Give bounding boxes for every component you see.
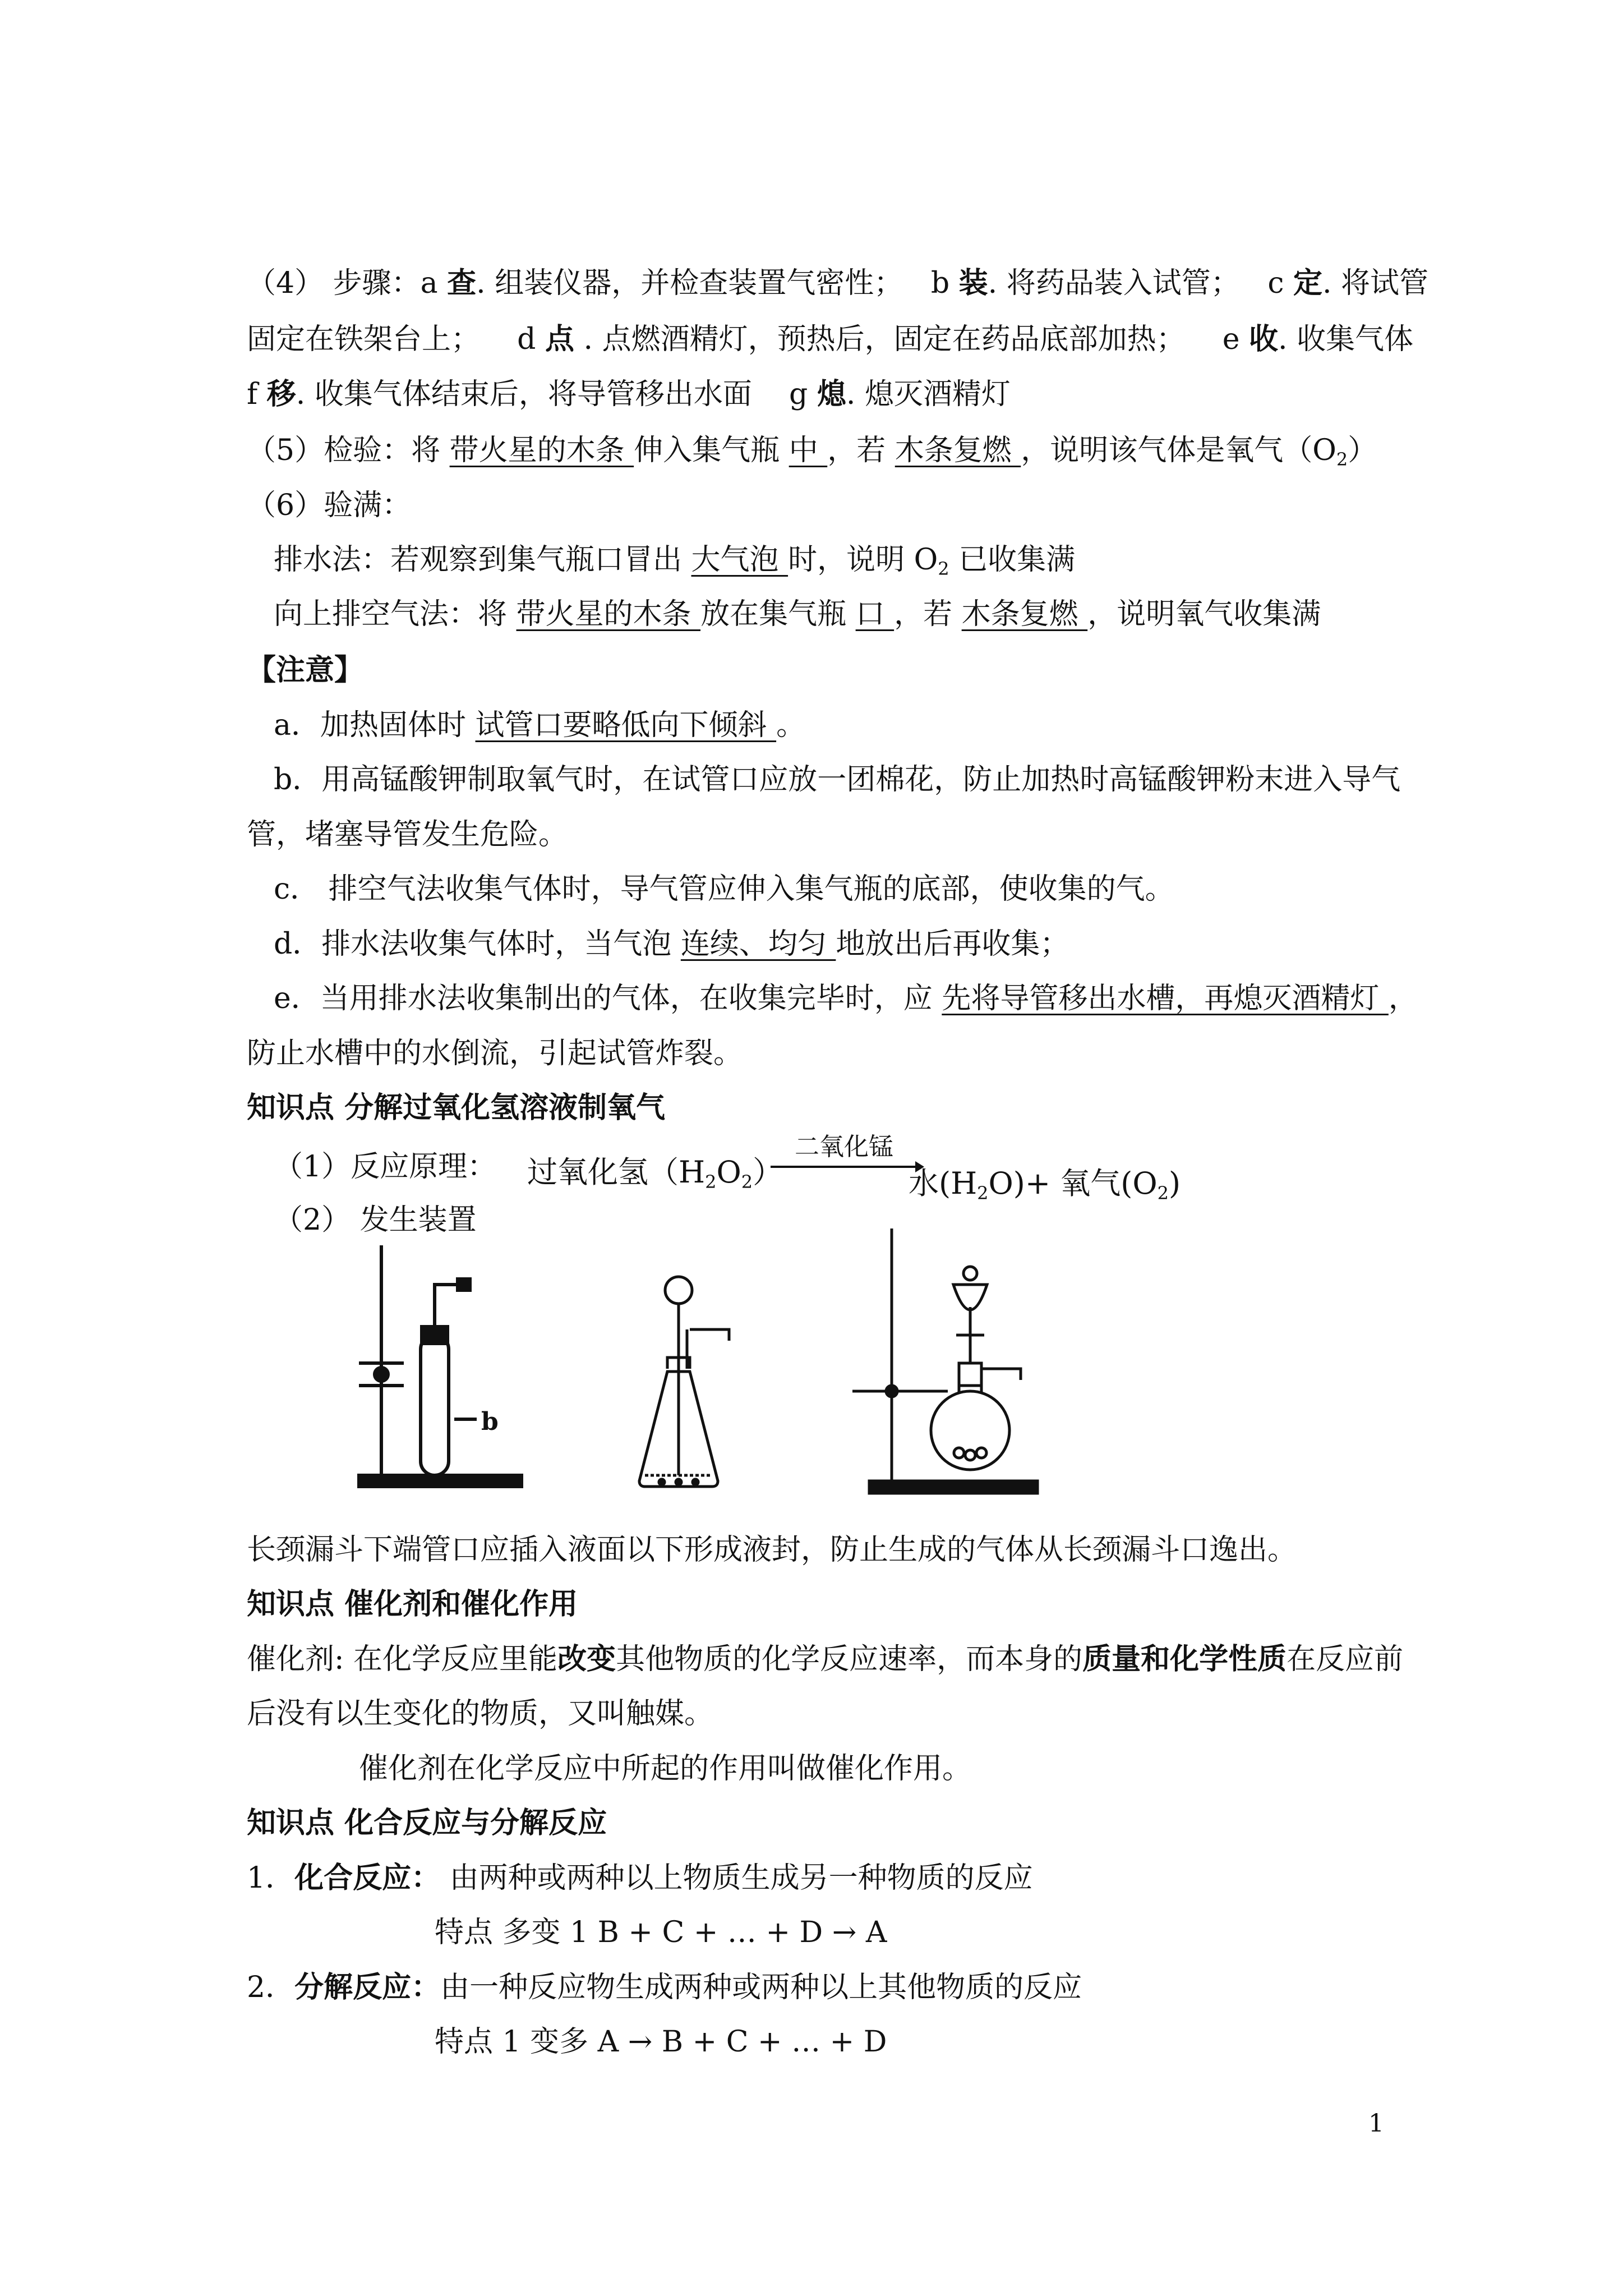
reaction-catalyst: 二氧化锰	[795, 1133, 893, 1161]
separatory-funnel-apparatus	[841, 1223, 1054, 1503]
reaction-arrow-icon	[768, 1156, 925, 1178]
steps-line-3: f 移. 收集气体结束后，将导管移出水面 g 熄. 熄灭酒精灯	[247, 377, 1011, 411]
section-reactions-title: 知识点 化合反应与分解反应	[247, 1806, 607, 1840]
apparatus-b-label: b	[481, 1407, 499, 1436]
reaction-reactant: 过氧化氢$(H_2O_2)$	[527, 1154, 783, 1193]
decomposition-feature: 特点 1 变多 A → B + C + … + D	[435, 2025, 887, 2059]
note-b-line-1: b．用高锰酸钾制取氧气时，在试管口应放一团棉花，防止加热时高锰酸钾粉末进入导气	[274, 763, 1401, 797]
catalyst-line-1: 催化剂: 在化学反应里能改变其他物质的化学反应速率，而本身的质量和化学性质在反应前	[247, 1642, 1404, 1676]
apparatus-label: （2） 发生装置	[274, 1203, 477, 1237]
principle-label: （1）反应原理：	[274, 1150, 497, 1184]
catalyst-line-2: 后没有以生变化的物质，又叫触媒。	[247, 1697, 714, 1731]
full-check-air: 向上排空气法：将 带火星的木条 放在集气瓶 口 ，若 木条复燃 ，说明氧气收集满	[274, 597, 1321, 631]
section-h2o2-title: 知识点 分解过氧化氢溶液制氧气	[247, 1091, 666, 1125]
combination-reaction: 1．化合反应： 由两种或两种以上物质生成另一种物质的反应	[247, 1861, 1033, 1895]
note-e-line-1: e．当用排水法收集制出的气体，在收集完毕时，应 先将导管移出水槽，再熄灭酒精灯 ，	[274, 982, 1418, 1015]
page-number: 1	[1368, 2109, 1384, 2138]
combination-feature: 特点 多变 1 B + C + … + D → A	[435, 1916, 887, 1949]
catalyst-line-3: 催化剂在化学反应中所起的作用叫做催化作用。	[359, 1752, 972, 1786]
steps-line-1: （4） 步骤：a 查. 组装仪器，并检查装置气密性； b 装. 将药品装入试管； c 定. 将试管	[247, 266, 1429, 300]
seal-note: 长颈漏斗下端管口应插入液面以下形成液封，防止生成的气体从长颈漏斗口逸出。	[247, 1533, 1297, 1567]
note-a: a．加热固体时 试管口要略低向下倾斜 。	[274, 708, 806, 742]
full-check-water: 排水法：若观察到集气瓶口冒出 大气泡 时，说明 $O_2$ 已收集满	[274, 543, 1076, 579]
full-check-title: （6）验满：	[247, 489, 412, 522]
test-line: （5）检验：将 带火星的木条 伸入集气瓶 中 ，若 木条复燃 ，说明该气体是氧气$(O_2)$	[247, 434, 1377, 470]
notes-title: 【注意】	[247, 654, 364, 687]
conical-flask-apparatus	[628, 1273, 751, 1498]
note-c: c． 排空气法收集气体时，导气管应伸入集气瓶的底部，使收集的气。	[274, 872, 1174, 906]
note-e-line-2: 防止水槽中的水倒流，引起试管炸裂。	[247, 1037, 743, 1070]
section-catalyst-title: 知识点 催化剂和催化作用	[247, 1588, 578, 1621]
note-d: d．排水法收集气体时，当气泡 连续、均匀 地放出后再收集；	[274, 927, 1069, 961]
test-tube-stand-apparatus	[348, 1240, 527, 1498]
decomposition-reaction: 2．分解反应：由一种反应物生成两种或两种以上其他物质的反应	[247, 1971, 1082, 2004]
steps-line-2: 固定在铁架台上； d 点 . 点燃酒精灯，预热后，固定在药品底部加热； e 收. 收集气体	[247, 322, 1414, 356]
reaction-products: 水$(H_2O)+$ 氧气$(O_2)$	[909, 1166, 1181, 1204]
note-b-line-2: 管，堵塞导管发生危险。	[247, 818, 568, 852]
